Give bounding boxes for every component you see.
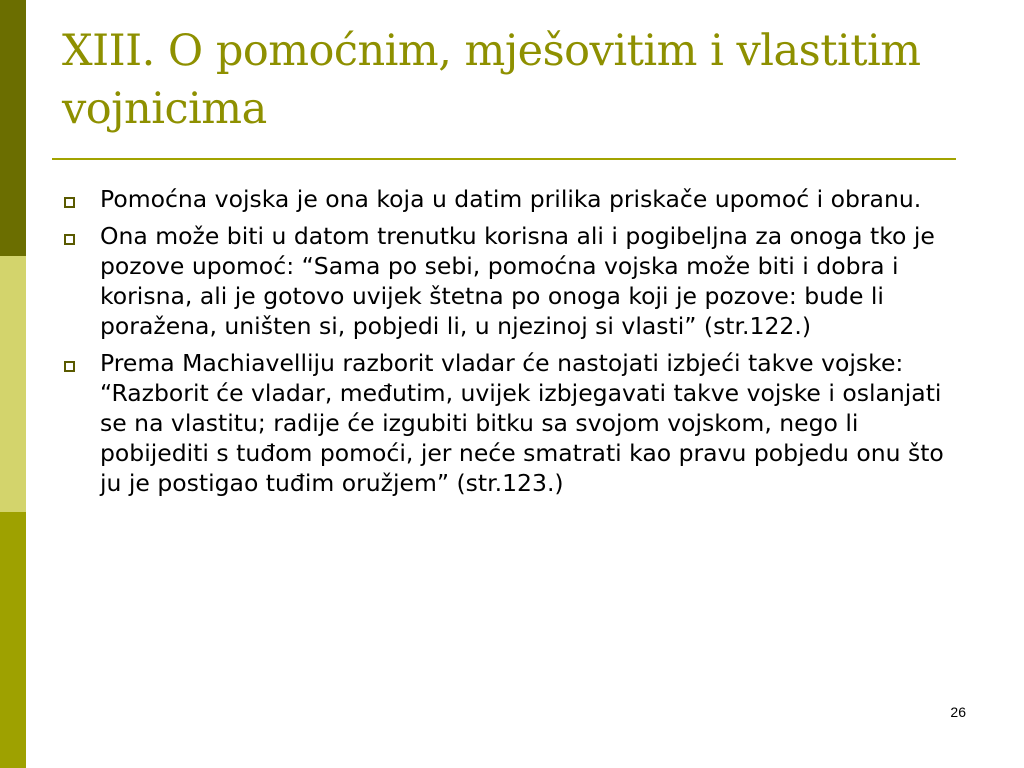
bullet-text: Prema Machiavelliju razborit vladar će nastojati izbjeći takve vojske: “Razborit će vladar, međutim, uvijek izbjegavati takve vojske i oslanjati se na vlastitu; radije će izgubiti bitku sa svojom vojskom, nego li pobijediti s tuđom pomoći, jer neće smatrati kao pravu pobjedu onu što ju je postigao tuđim oružjem” (str.123.)	[100, 349, 944, 497]
hollow-square-bullet-icon	[64, 361, 75, 372]
bullet-list	[62, 184, 962, 505]
list-item	[62, 221, 962, 341]
list-item	[62, 184, 962, 214]
side-bar-top-segment	[0, 0, 26, 256]
side-bar-bottom-segment	[0, 512, 26, 768]
bullet-text: Ona može biti u datom trenutku korisna ali i pogibeljna za onoga tko je pozove upomoć: “Sama po sebi, pomoćna vojska može biti i dobra i korisna, ali je gotovo uvijek štetna po onoga koji je pozove: bude li poražena, uništen si, pobjedi li, u njezinoj si vlasti” (str.122.)	[100, 222, 935, 340]
hollow-square-bullet-icon	[64, 234, 75, 245]
page-number: 26	[950, 704, 966, 720]
title-divider	[52, 158, 956, 160]
slide-title: XIII. O pomoćnim, mješovitim i vlastitim vojnicima	[62, 26, 921, 134]
bullet-text: Pomoćna vojska je ona koja u datim prilika priskače upomoć i obranu.	[100, 185, 922, 213]
list-item	[62, 348, 962, 498]
side-bar-middle-segment	[0, 256, 26, 512]
hollow-square-bullet-icon	[64, 197, 75, 208]
